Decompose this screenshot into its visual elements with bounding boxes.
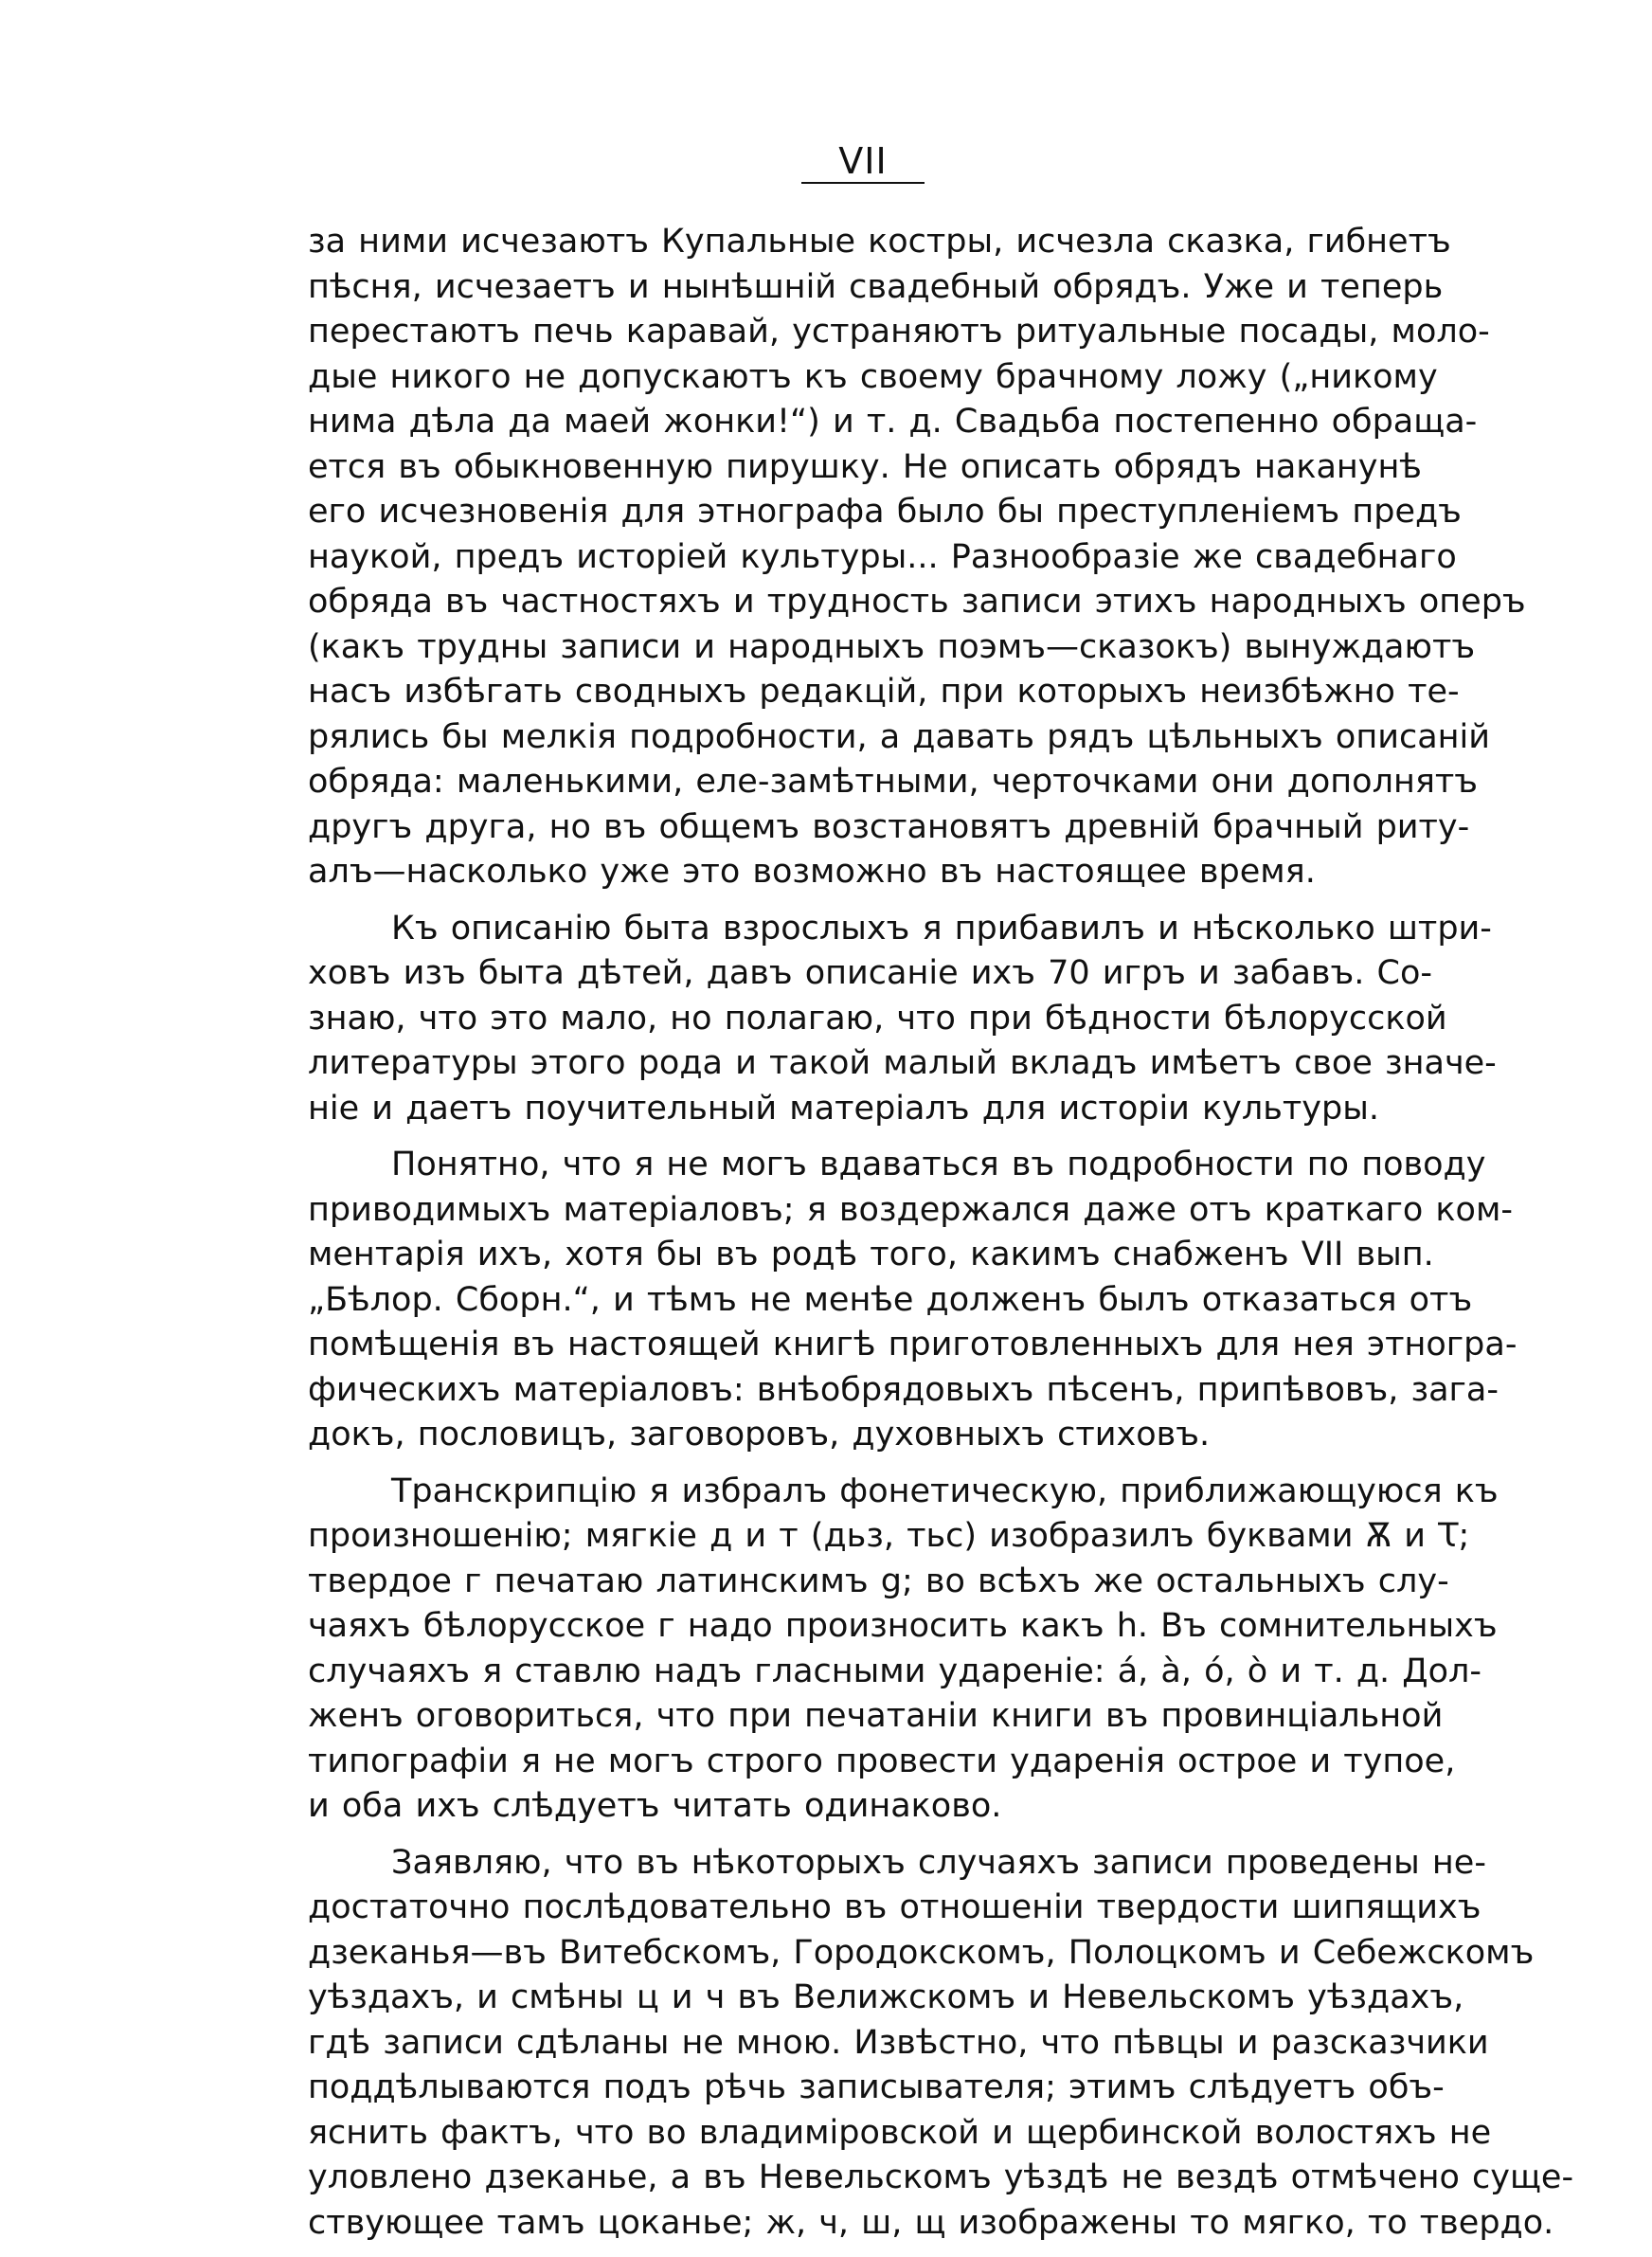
text-line: нима дѣла да маей жонки!“) и т. д. Свадьба постепенно обраща- [308, 403, 1478, 441]
text-line: Заявляю, что въ нѣкоторыхъ случаяхъ записи проведены не- [391, 1843, 1486, 1882]
text-line: чаяхъ бѣлорусское г надо произносить какъ h. Въ сомнительныхъ [308, 1607, 1498, 1645]
text-line: (какъ трудны записи и народныхъ поэмъ—сказокъ) вынуждаютъ [308, 627, 1476, 666]
text-line: Понятно, что я не могъ вдаваться въ подробности по поводу [391, 1146, 1486, 1183]
text-line: женъ оговориться, что при печатаніи книги въ провинціальной [308, 1697, 1444, 1735]
text-line: гдѣ записи сдѣланы не мною. Извѣстно, что пѣвцы и разсказчики [308, 2023, 1489, 2062]
text-line: его исчезновенія для этнографа было бы преступленіемъ предъ [308, 493, 1462, 531]
text-line: типографіи я не могъ строго провести ударенія острое и тупое, [308, 1742, 1456, 1780]
text-line: ется въ обыкновенную пирушку. Не описать обрядъ наканунѣ [308, 447, 1422, 486]
text-line: ховъ изъ быта дѣтей, давъ описаніе ихъ 70 игръ и забавъ. Со- [308, 954, 1432, 992]
text-line: уловлено дзеканье, а въ Невельскомъ уѣздѣ не вездѣ отмѣчено суще- [308, 2158, 1574, 2196]
text-line: наукой, предъ исторіей культуры... Разнообразіе же свадебнаго [308, 537, 1457, 576]
text-line: ніе и даетъ поучительный матеріалъ для исторіи культуры. [308, 1089, 1379, 1128]
text-line: рялись бы мелкія подробности, а давать рядъ цѣльныхъ описаній [308, 717, 1490, 756]
paragraph [308, 1470, 1499, 1830]
text-line: перестаютъ печь каравай, устраняютъ ритуальные посады, моло- [308, 313, 1490, 351]
text-line: литературы этого рода и такой малый вкладъ имѣетъ свое значе- [308, 1044, 1497, 1082]
text-line: Транскрипцію я избралъ фонетическую, приближающуюся къ [391, 1472, 1499, 1510]
text-line: дзеканья—въ Витебскомъ, Городокскомъ, Полоцкомъ и Себежскомъ [308, 1933, 1535, 1972]
page-number-rule [801, 182, 925, 184]
text-line: случаяхъ я ставлю надъ гласными удареніе: á, à, ó, ò и т. д. Дол- [308, 1652, 1482, 1690]
body-text [308, 220, 1574, 2246]
text-line: насъ избѣгать сводныхъ редакцій, при которыхъ неизбѣжно те- [308, 673, 1460, 711]
text-line: обряда въ частностяхъ и трудность записи этихъ народныхъ оперъ [308, 583, 1526, 621]
text-line: достаточно послѣдовательно въ отношеніи твердости шипящихъ [308, 1888, 1481, 1926]
text-line: пѣсня, исчезаетъ и нынѣшній свадебный обрядъ. Уже и теперь [308, 267, 1444, 306]
text-line: ствующее тамъ цоканье; ж, ч, ш, щ изображены то мягко, то твердо. [308, 2203, 1554, 2242]
text-line: алъ—насколько уже это возможно въ настоящее время. [308, 853, 1316, 891]
text-line: Къ описанію быта взрослыхъ я прибавилъ и нѣсколько штри- [391, 909, 1492, 948]
text-line: уѣздахъ, и смѣны ц и ч въ Велижскомъ и Невельскомъ уѣздахъ, [308, 1978, 1464, 2016]
paragraph [308, 220, 1526, 895]
text-line: поддѣлываются подъ рѣчь записывателя; этимъ слѣдуетъ объ- [308, 2068, 1445, 2106]
text-line: яснить фактъ, что во владиміровской и щербинской волостяхъ не [308, 2113, 1492, 2152]
text-line: твердое г печатаю латинскимъ g; во всѣхъ же остальныхъ слу- [308, 1562, 1449, 1600]
text-line: и оба ихъ слѣдуетъ читать одинаково. [308, 1787, 1002, 1825]
text-line: помѣщенія въ настоящей книгѣ приготовленныхъ для нея этногра- [308, 1326, 1517, 1363]
text-line: произношенію; мягкіе д и т (дьз, тьс) изобразилъ буквами Ѫ и Ꚍ; [308, 1517, 1470, 1555]
text-line: ментарія ихъ, хотя бы въ родѣ того, какимъ снабженъ VII вып. [308, 1236, 1434, 1273]
paragraph [308, 1143, 1517, 1458]
text-line: за ними исчезаютъ Купальные костры, исчезла сказка, гибнетъ [308, 223, 1451, 261]
paragraph [308, 907, 1497, 1132]
text-line: докъ, пословицъ, заговоровъ, духовныхъ стиховъ. [308, 1416, 1211, 1454]
text-line: „Бѣлор. Сборн.“, и тѣмъ не менѣе долженъ былъ отказаться отъ [308, 1280, 1473, 1319]
text-line: обряда: маленькими, еле-замѣтными, черточками они дополнятъ [308, 763, 1479, 801]
page-number: VII [838, 140, 888, 182]
text-line: приводимыхъ матеріаловъ; я воздержался даже отъ краткаго ком- [308, 1190, 1514, 1229]
text-line: фическихъ матеріаловъ: внѣобрядовыхъ пѣсенъ, припѣвовъ, зага- [308, 1370, 1499, 1409]
text-line: знаю, что это мало, но полагаю, что при бѣдности бѣлорусской [308, 999, 1447, 1038]
text-line: дые никого не допускаютъ къ своему брачному ложу („никому [308, 357, 1438, 396]
text-line: другъ друга, но въ общемъ возстановятъ древній брачный риту- [308, 807, 1470, 846]
paragraph [308, 1841, 1574, 2247]
